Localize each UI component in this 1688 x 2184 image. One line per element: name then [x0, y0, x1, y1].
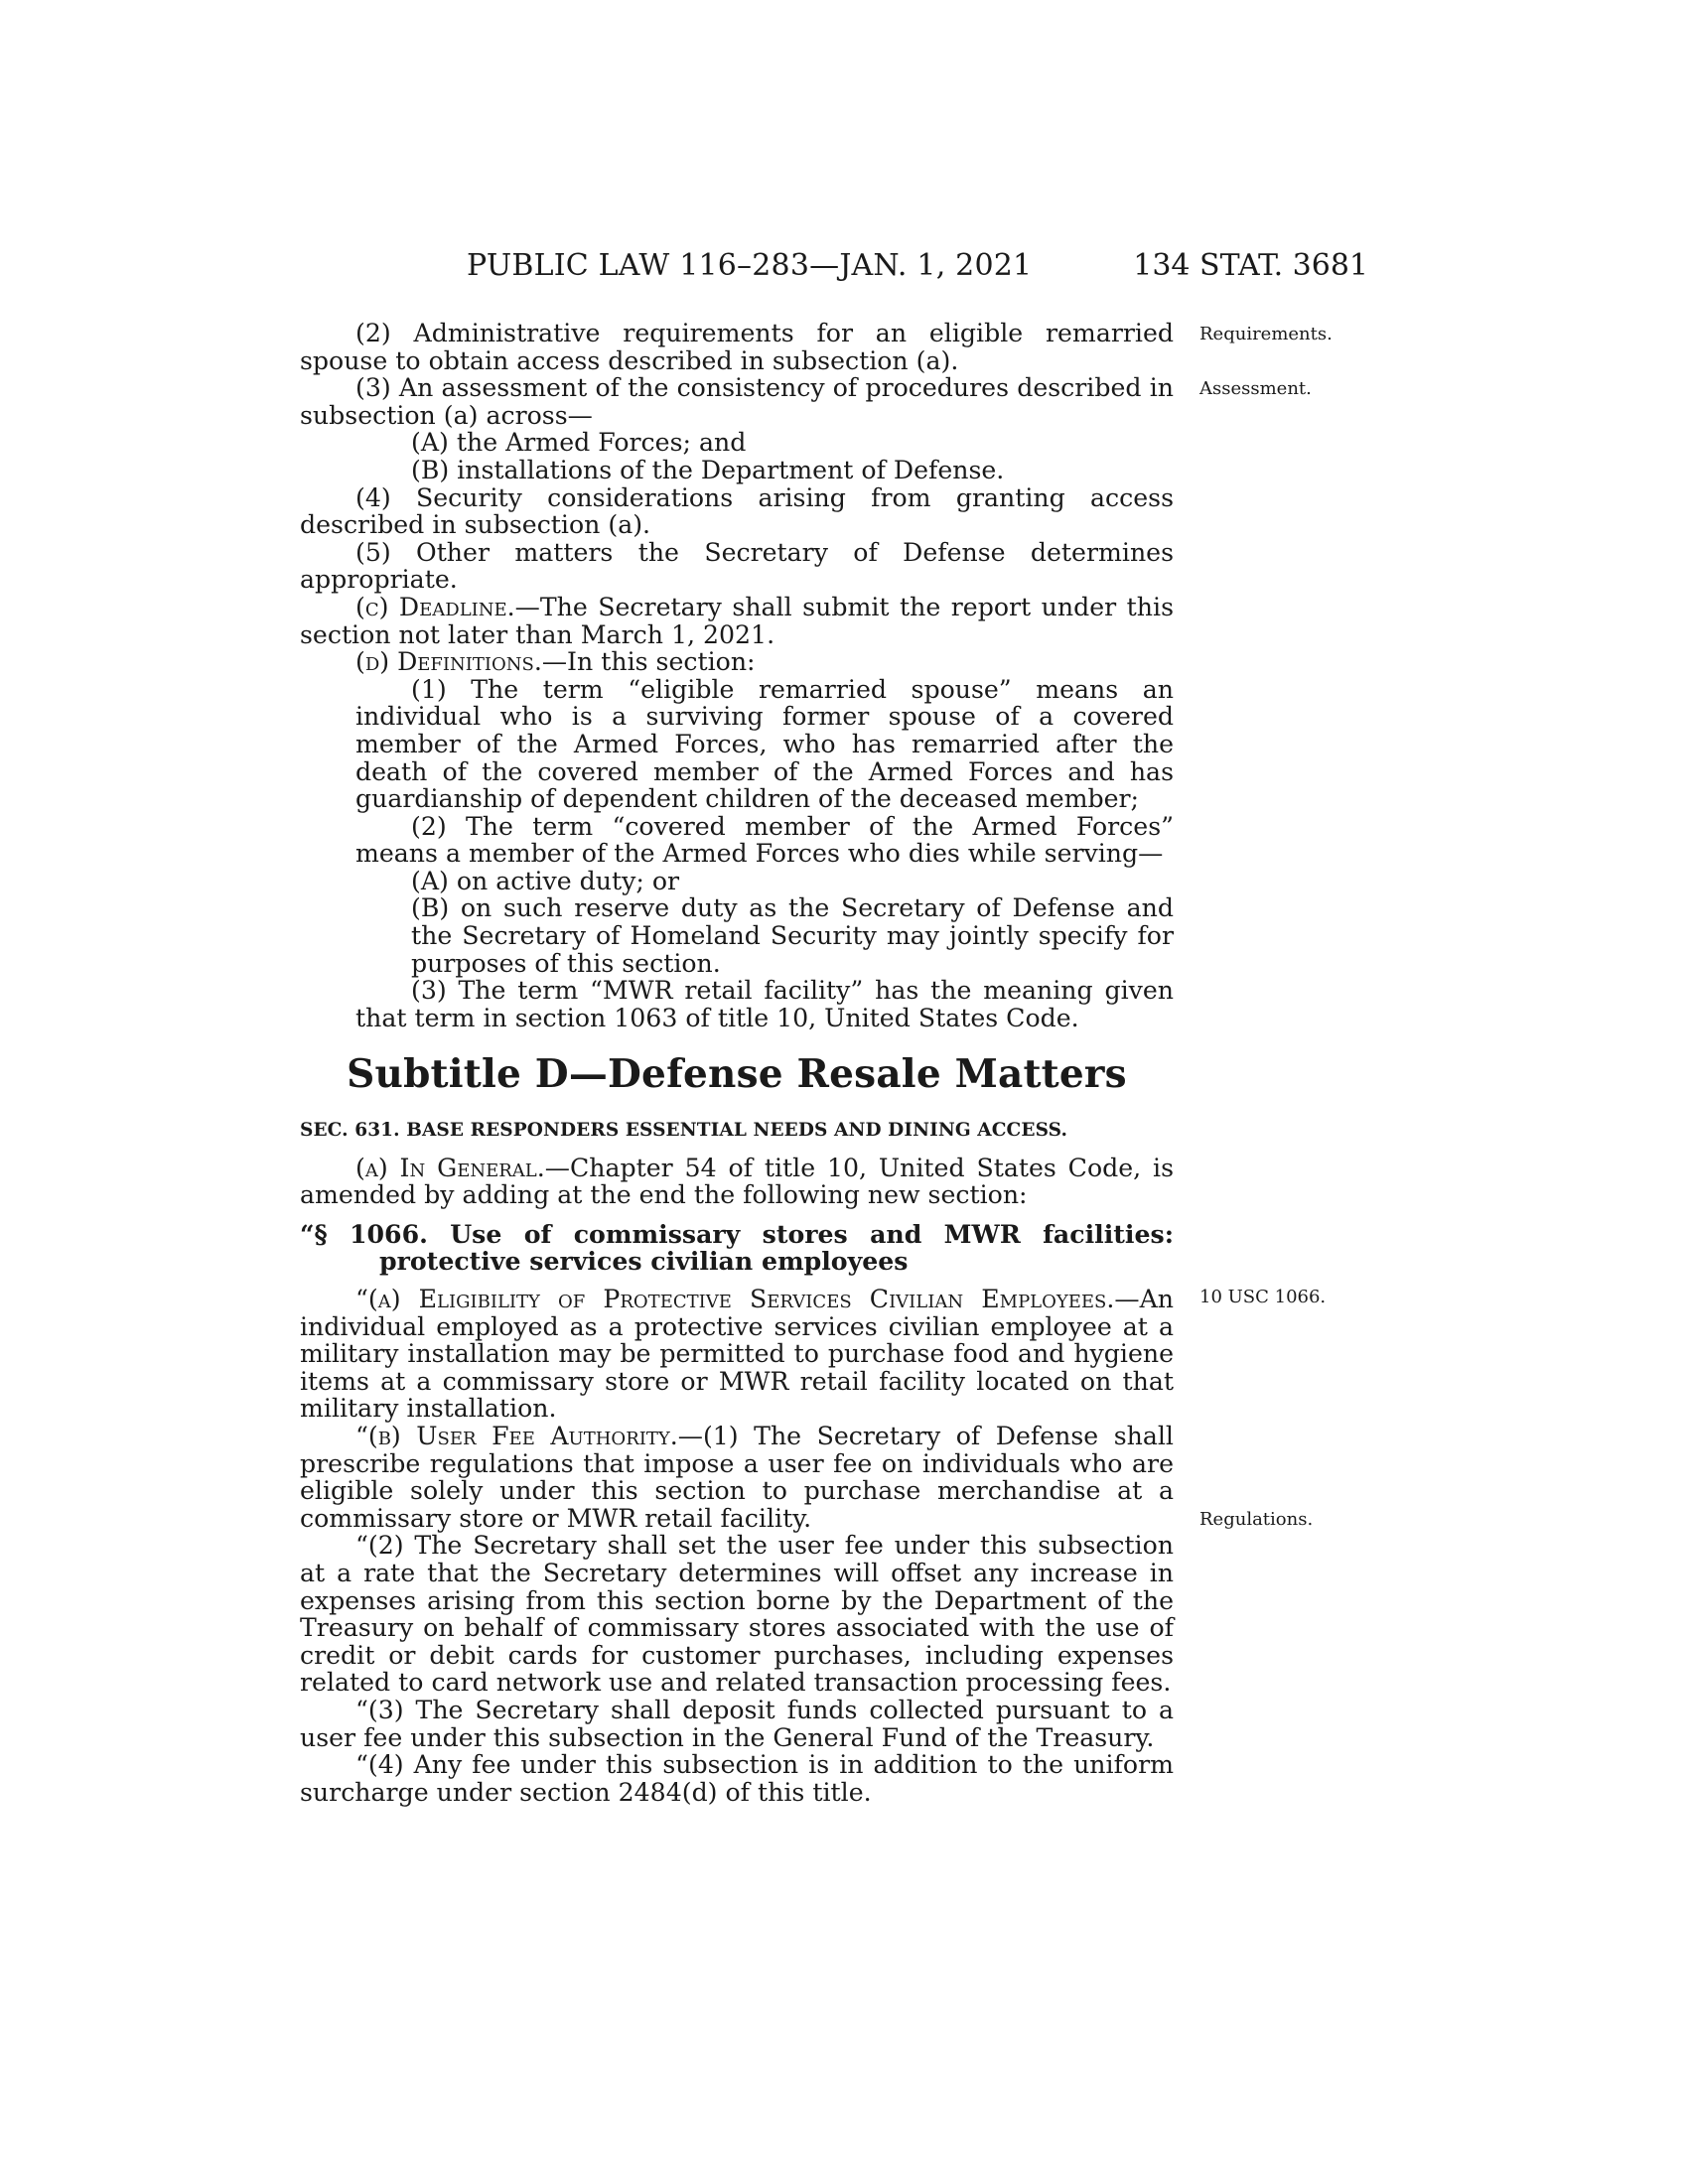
- subsection-d-text: —In this section:: [541, 647, 756, 677]
- definition-3: (3) The term “MWR retail facility” has the meaning given that term in section 1063 of title 10, United States Code.: [355, 976, 1174, 1032]
- subsection-c: [300, 594, 1174, 648]
- public-law-citation: PUBLIC LAW 116–283—JAN. 1, 2021: [467, 248, 1033, 283]
- paragraph-2: (2) Administrative requirements for an eligible remarried spouse to obtain access described in subsection (a).: [300, 319, 1174, 375]
- subsection-c-label: (c) Deadline.: [355, 592, 515, 621]
- new-section-heading: “§ 1066. Use of commissary stores and MWR facilities: protective services civilian employees: [300, 1218, 1174, 1277]
- subtitle-heading: Subtitle D—Defense Resale Matters: [347, 1051, 1127, 1098]
- paragraph-3b: (B) installations of the Department of Defense.: [411, 455, 1005, 484]
- definition-1: (1) The term “eligible remarried spouse” means an individual who is a surviving former spouse of a covered member of the Armed Forces, who has remarried after the death of the covered member of the Armed Forces and has guardianship of dependent children of the deceased member;: [355, 674, 1174, 814]
- section-heading: SEC. 631. BASE RESPONDERS ESSENTIAL NEEDS AND DINING ACCESS.: [300, 1120, 1067, 1142]
- new-subsection-b4: “(4) Any fee under this subsection is in addition to the uniform surcharge under section 2484(d) of this title.: [300, 1750, 1174, 1807]
- new-subsection-a: [300, 1286, 1174, 1423]
- definition-2: (2) The term “covered member of the Armed Forces” means a member of the Armed Forces who dies while serving—: [355, 811, 1174, 869]
- sec631-a-text: —Chapter 54 of title 10, United States Code, is amended by adding at the end the following new section:: [300, 1153, 1175, 1210]
- definition-2a: (A) on active duty; or: [411, 866, 680, 895]
- document-body: [300, 320, 1174, 1806]
- new-subsection-a-label: “(a) Eligibility of Protective Services Civilian Employees.: [355, 1285, 1115, 1313]
- new-subsection-b: [300, 1423, 1174, 1532]
- paragraph-5: (5) Other matters the Secretary of Defense determines appropriate.: [300, 537, 1174, 595]
- margin-note-requirements: Requirements.: [1199, 324, 1333, 344]
- sec631-a-label: (a) In General.: [355, 1153, 545, 1182]
- subsection-c-text: —The Secretary shall submit the report under this section not later than March 1, 2021.: [300, 592, 1175, 649]
- new-subsection-b-text: —(1) The Secretary of Defense shall prescribe regulations that impose a user fee on individuals who are eligible solely under this section to purchase merchandise at a commissary store or MWR retail facility.: [300, 1421, 1174, 1533]
- new-subsection-b-label: “(b) User Fee Authority.: [355, 1421, 678, 1450]
- margin-note-usc: 10 USC 1066.: [1199, 1287, 1327, 1307]
- statute-page-number: 134 STAT. 3681: [1133, 248, 1368, 283]
- new-subsection-b3: “(3) The Secretary shall deposit funds collected pursuant to a user fee under this subsection in the General Fund of the Treasury.: [300, 1695, 1174, 1752]
- margin-note-regulations: Regulations.: [1199, 1509, 1314, 1530]
- new-subsection-a-text: —An individual employed as a protective services civilian employee at a military installation may be permitted to purchase food and hygiene items at a commissary store or MWR retail facility located on that military installation.: [300, 1285, 1174, 1424]
- paragraph-4: (4) Security considerations arising from granting access described in subsection (a).: [300, 482, 1174, 540]
- subsection-d-label: (d) Definitions.: [355, 647, 542, 677]
- definition-2b: (B) on such reserve duty as the Secretary of Defense and the Secretary of Homeland Security may jointly specify for purposes of this section.: [411, 893, 1174, 978]
- paragraph-3a: (A) the Armed Forces; and: [411, 428, 747, 458]
- paragraph-3: (3) An assessment of the consistency of procedures described in subsection (a) across—: [300, 373, 1174, 430]
- sec631-subsection-a: [300, 1155, 1174, 1209]
- subsection-d: [300, 648, 1174, 676]
- new-subsection-b2: “(2) The Secretary shall set the user fee under this subsection at a rate that the Secretary determines will offset any increase in expenses arising from this section borne by the Department of the Treasury on behalf of commissary stores associated with the use of credit or debit cards for customer purchases, including expenses related to card network use and related transaction processing fees.: [300, 1531, 1174, 1698]
- margin-note-assessment: Assessment.: [1199, 378, 1312, 399]
- page-header: [467, 248, 1368, 288]
